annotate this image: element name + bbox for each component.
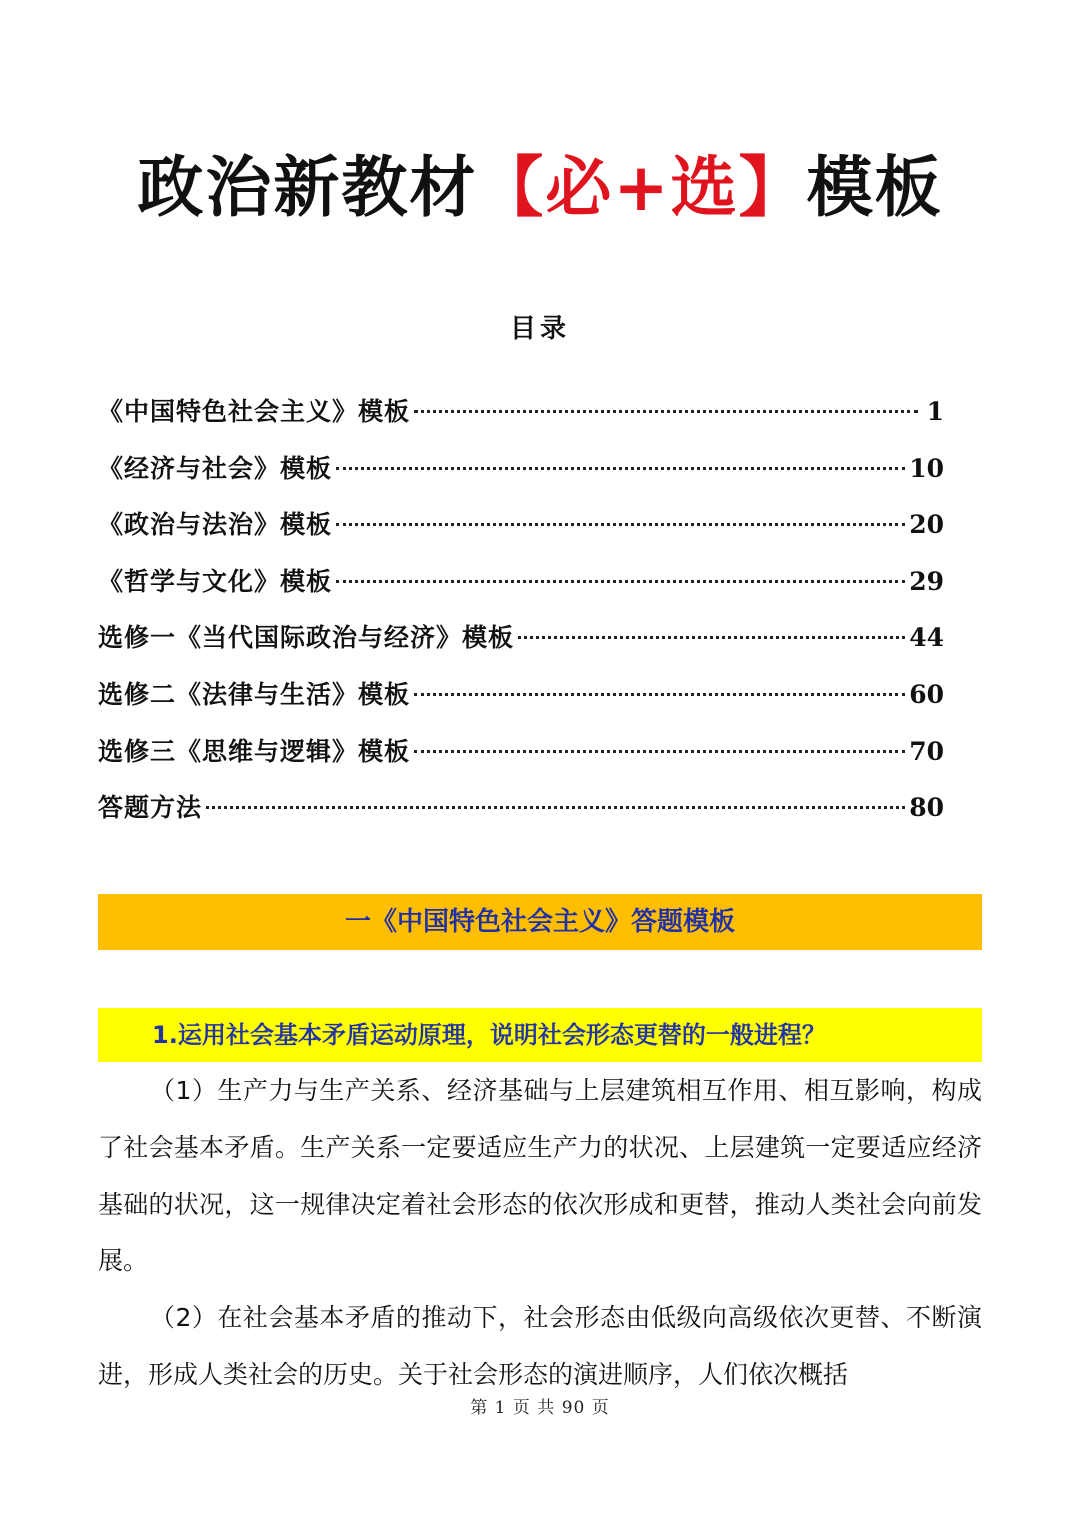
toc-leader-dots [414,410,918,413]
toc-entry-page: 70 [909,736,944,766]
toc-entry-label: 《经济与社会》模板 [98,453,333,483]
toc-entry[interactable] [98,392,944,449]
toc-entry[interactable] [98,788,944,845]
toc-leader-dots [518,636,905,639]
toc-leader-dots [414,693,905,696]
toc-leader-dots [206,806,905,809]
document-title [0,148,1080,228]
toc-entry-label: 答题方法 [98,793,203,823]
toc-entry-page: 10 [909,453,944,483]
toc-entry-label: 《政治与法治》模板 [98,510,333,540]
page-footer: 第 1 页 共 90 页 [470,1398,610,1418]
toc-entry-label: 选修三《思维与逻辑》模板 [98,736,411,766]
toc-entry-page: 20 [909,510,944,540]
toc-heading: 目录 [509,314,570,344]
toc-entry-label: 选修二《法律与生活》模板 [98,679,411,709]
toc-entry-page: 1 [926,397,944,426]
table-of-contents [98,392,944,845]
toc-entry-page: 60 [909,679,944,709]
chapter-banner: 一《中国特色社会主义》答题模板 [98,894,982,950]
title-suffix: 模板 [806,149,943,226]
toc-leader-dots [336,580,905,583]
toc-entry[interactable] [98,449,944,506]
toc-entry-label: 《中国特色社会主义》模板 [98,397,411,426]
toc-entry[interactable] [98,505,944,562]
answer-paragraph-1: （1）生产力与生产关系、经济基础与上层建筑相互作用、相互影响，构成了社会基本矛盾。生产关系一定要适应生产力的状况、上层建筑一定要适应经济基础的状况，这一规律决定着社会形态的依次形成和更替，推动人类社会向前发展。 [98,1076,982,1276]
toc-leader-dots [336,523,905,526]
toc-entry-page: 44 [909,623,944,653]
toc-entry-page: 80 [909,793,944,823]
toc-entry-label: 《哲学与文化》模板 [98,566,333,596]
toc-leader-dots [414,750,905,753]
toc-entry-page: 29 [909,566,944,596]
toc-entry[interactable] [98,562,944,619]
toc-leader-dots [336,467,905,470]
question-heading: 1.运用社会基本矛盾运动原理，说明社会形态更替的一般进程？ [98,1008,982,1062]
toc-entry[interactable] [98,675,944,732]
answer-paragraph-2: （2）在社会基本矛盾的推动下，社会形态由低级向高级依次更替、不断演进，形成人类社会的历史。关于社会形态的演进顺序，人们依次概括 [98,1303,982,1389]
toc-entry[interactable] [98,732,944,789]
toc-entry[interactable] [98,618,944,675]
title-highlight: 【必+选】 [477,149,807,226]
toc-entry-label: 选修一《当代国际政治与经济》模板 [98,623,515,653]
title-prefix: 政治新教材 [137,149,478,226]
